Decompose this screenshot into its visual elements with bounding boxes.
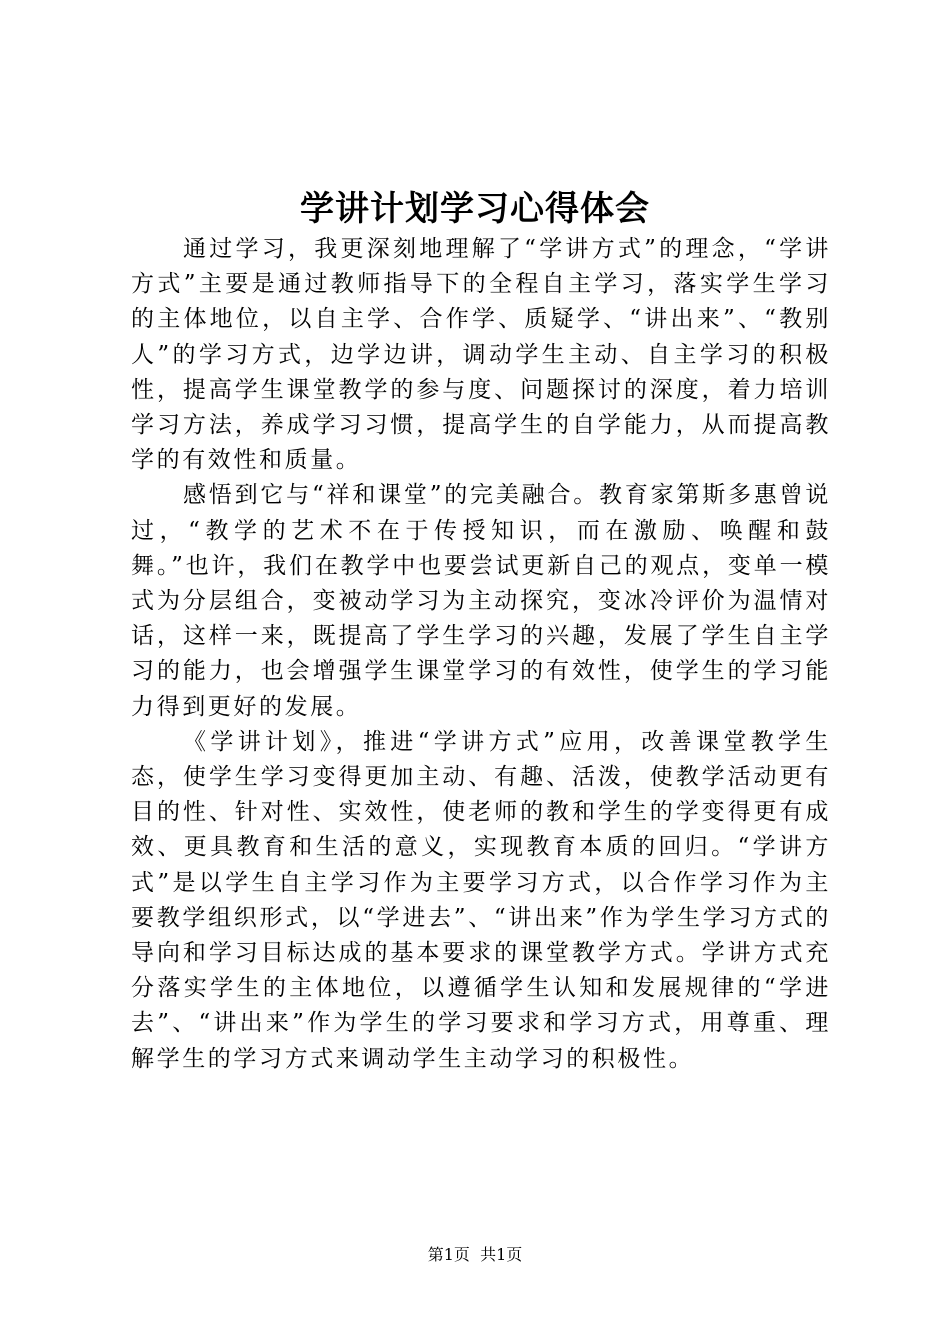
page-number: 第1页: [427, 1245, 470, 1264]
paragraph-1: 通过学习，我更深刻地理解了“学讲方式”的理念，“学讲方式”主要是通过教师指导下的全程自主学习，落实学生学习的主体地位，以自主学、合作学、质疑学、“讲出来”、“教别人”的学习方式，边学边讲，调动学生主动、自主学习的积极性，提高学生课堂教学的参与度、问题探讨的深度，着力培训学习方法，养成学习习惯，提高学生的自学能力，从而提高教学的有效性和质量。: [131, 236, 831, 474]
page-title: 学讲计划学习心得体会: [300, 189, 650, 229]
paragraph-2: 感悟到它与“祥和课堂”的完美融合。教育家第斯多惠曾说过，“教学的艺术不在于传授知识，而在激励、唤醒和鼓舞。”也许，我们在教学中也要尝试更新自己的观点，变单一模式为分层组合，变被动学习为主动探究，变冰冷评价为温情对话，这样一来，既提高了学生学习的兴趣，发展了学生自主学习的能力，也会增强学生课堂学习的有效性，使学生的学习能力得到更好的发展。: [131, 482, 831, 720]
paragraph-3: 《学讲计划》，推进“学讲方式”应用，改善课堂教学生态，使学生学习变得更加主动、有趣、活泼，使教学活动更有目的性、针对性、实效性，使老师的教和学生的学变得更有成效、更具教育和生活的意义，实现教育本质的回归。“学讲方式”是以学生自主学习作为主要学习方式，以合作学习作为主要教学组织形式，以“学进去”、“讲出来”作为学生学习方式的导向和学习目标达成的基本要求的课堂教学方式。学讲方式充分落实学生的主体地位，以遵循学生认知和发展规律的“学进去”、“讲出来”作为学生的学习要求和学习方式，用尊重、理解学生的学习方式来调动学生主动学习的积极性。: [131, 728, 831, 1072]
document-body: [131, 232, 831, 1077]
page-footer: [0, 1244, 950, 1266]
page-total: 共1页: [480, 1245, 523, 1264]
